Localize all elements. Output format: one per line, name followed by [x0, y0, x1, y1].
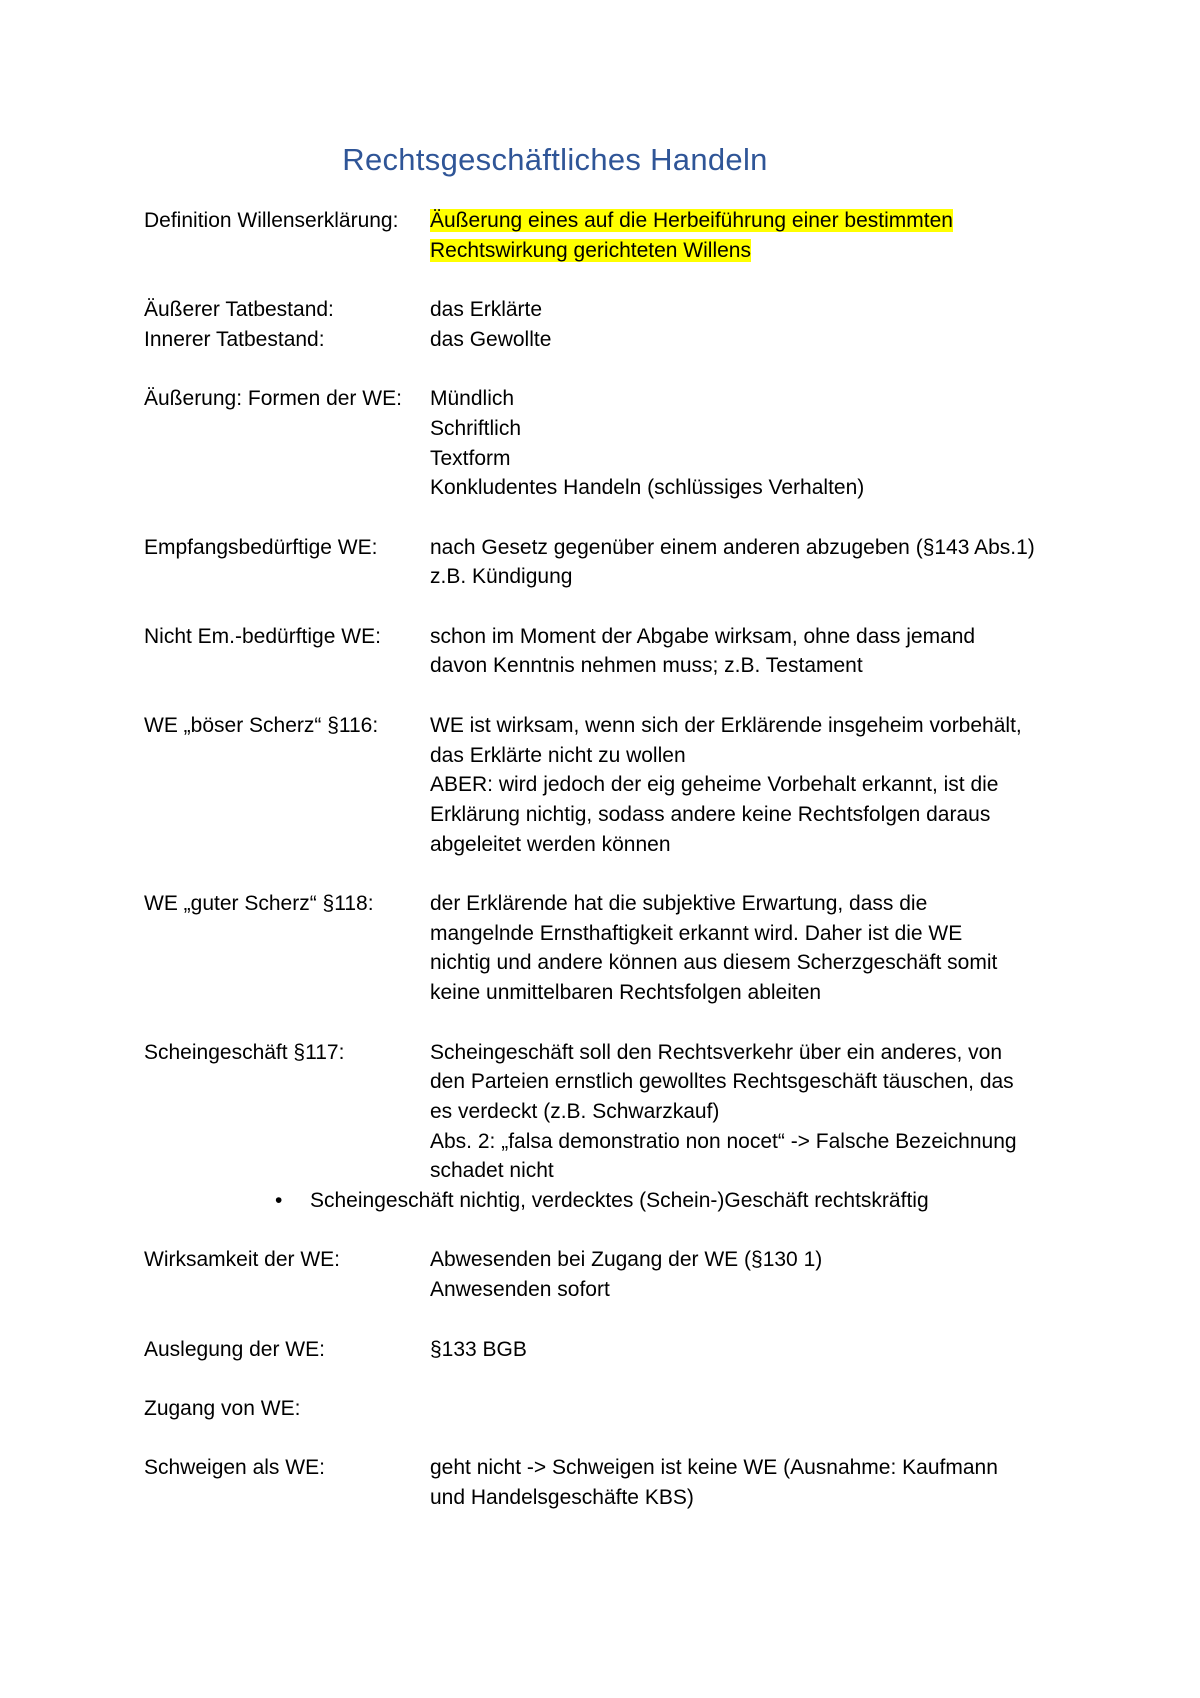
entry-guter-scherz [144, 889, 1084, 1008]
entry-label: WE „böser Scherz“ §116: [144, 713, 379, 737]
bullet-text: Scheingeschäft nichtig, verdecktes (Schein-)Geschäft rechtskräftig [310, 1189, 929, 1213]
entry-value [430, 1038, 1084, 1187]
entry-label: Äußerer Tatbestand: [144, 298, 334, 322]
entry-value [430, 1245, 1084, 1304]
entry-empfangsbeduerftige-we [144, 533, 1084, 592]
entry-line: mangelnde Ernsthaftigkeit erkannt wird. Daher ist die WE [430, 921, 963, 945]
paragraph-gap [144, 1364, 1084, 1394]
paragraph-gap [144, 1424, 1084, 1454]
bullet-icon: • [275, 1189, 283, 1213]
entry-line: das Erklärte [430, 298, 543, 322]
entry-line: Erklärung nichtig, sodass andere keine Rechtsfolgen daraus [430, 802, 991, 826]
paragraph-gap [144, 859, 1084, 889]
entry-value [430, 711, 1084, 860]
entry-label: Wirksamkeit der WE: [144, 1248, 341, 1272]
entry-value [430, 889, 1084, 1008]
entry-line: schon im Moment der Abgabe wirksam, ohne dass jemand [430, 624, 976, 648]
entry-line: Mündlich [430, 387, 515, 411]
entry-line: nichtig und andere können aus diesem Scherzgeschäft somit [430, 951, 998, 975]
entry-label: Innerer Tatbestand: [144, 327, 325, 351]
entry-definition-willenserklaerung [144, 206, 1084, 265]
entry-value [430, 295, 1084, 325]
paragraph-gap [144, 1216, 1084, 1246]
entry-line: abgeleitet werden können [430, 832, 671, 856]
entry-label: Empfangsbedürftige WE: [144, 535, 378, 559]
entry-line: davon Kenntnis nehmen muss; z.B. Testament [430, 654, 863, 678]
entry-line: Textform [430, 446, 511, 470]
entry-label: Äußerung: Formen der WE: [144, 387, 402, 411]
entry-line: Anwesenden sofort [430, 1278, 610, 1302]
entry-line: geht nicht -> Schweigen ist keine WE (Ausnahme: Kaufmann [430, 1456, 998, 1480]
entry-line: Konkludentes Handeln (schlüssiges Verhalten) [430, 476, 865, 500]
highlighted-text: Rechtswirkung gerichteten Willens [430, 238, 751, 262]
bullet-list-item [144, 1186, 1084, 1216]
entry-innerer-tatbestand [144, 325, 1084, 355]
entry-line: WE ist wirksam, wenn sich der Erklärende insgeheim vorbehält, [430, 713, 1022, 737]
entry-line: es verdeckt (z.B. Schwarzkauf) [430, 1099, 720, 1123]
entry-label: Definition Willenserklärung: [144, 209, 399, 232]
entry-value [430, 622, 1084, 681]
paragraph-gap [144, 355, 1084, 385]
entry-label: WE „guter Scherz“ §118: [144, 892, 374, 916]
entry-aeusserer-tatbestand [144, 295, 1084, 325]
entry-line: schadet nicht [430, 1159, 554, 1183]
paragraph-gap [144, 1008, 1084, 1038]
entry-line: den Parteien ernstlich gewolltes Rechtsgeschäft täuschen, das [430, 1070, 1014, 1094]
entry-line: der Erklärende hat die subjektive Erwartung, dass die [430, 892, 928, 916]
entry-formen-der-we [144, 384, 1084, 503]
entry-boeser-scherz [144, 711, 1084, 860]
entry-label: Zugang von WE: [144, 1396, 301, 1420]
entry-label: Scheingeschäft §117: [144, 1040, 345, 1064]
entry-line: Abwesenden bei Zugang der WE (§130 1) [430, 1248, 823, 1272]
entry-value [430, 384, 1084, 503]
page-title: Rechtsgeschäftliches Handeln [342, 142, 768, 177]
entry-line: §133 BGB [430, 1337, 527, 1361]
entry-nicht-empfangsbeduerftige-we [144, 622, 1084, 681]
paragraph-gap [144, 1305, 1084, 1335]
entry-line: keine unmittelbaren Rechtsfolgen ableiten [430, 981, 822, 1005]
entry-line: Abs. 2: „falsa demonstratio non nocet“ -> Falsche Bezeichnung [430, 1129, 1017, 1153]
entry-schweigen [144, 1453, 1084, 1512]
entry-wirksamkeit [144, 1245, 1084, 1304]
paragraph-gap [144, 265, 1084, 295]
entry-value [430, 206, 1084, 265]
entry-line: Schriftlich [430, 416, 522, 440]
entry-label: Auslegung der WE: [144, 1337, 325, 1361]
entry-line: das Erklärte nicht zu wollen [430, 743, 686, 767]
entry-zugang [144, 1394, 1084, 1424]
entry-value [430, 325, 1084, 355]
paragraph-gap [144, 681, 1084, 711]
entry-value [430, 533, 1084, 592]
entry-line: das Gewollte [430, 327, 552, 351]
entry-line: z.B. Kündigung [430, 565, 573, 589]
entry-value [430, 1453, 1084, 1512]
entry-value [430, 1335, 1084, 1365]
paragraph-gap [144, 592, 1084, 622]
entry-label: Schweigen als WE: [144, 1456, 325, 1480]
entry-line: nach Gesetz gegenüber einem anderen abzugeben (§143 Abs.1) [430, 535, 1035, 559]
entry-line: ABER: wird jedoch der eig geheime Vorbehalt erkannt, ist die [430, 773, 999, 797]
entry-line: und Handelsgeschäfte KBS) [430, 1486, 694, 1510]
entry-auslegung [144, 1335, 1084, 1365]
entry-scheingeschaeft [144, 1038, 1084, 1187]
document-body [144, 206, 1084, 1513]
entry-line: Scheingeschäft soll den Rechtsverkehr über ein anderes, von [430, 1040, 1003, 1064]
paragraph-gap [144, 503, 1084, 533]
highlighted-text: Äußerung eines auf die Herbeiführung einer bestimmten [430, 209, 953, 232]
entry-label: Nicht Em.-bedürftige WE: [144, 624, 381, 648]
